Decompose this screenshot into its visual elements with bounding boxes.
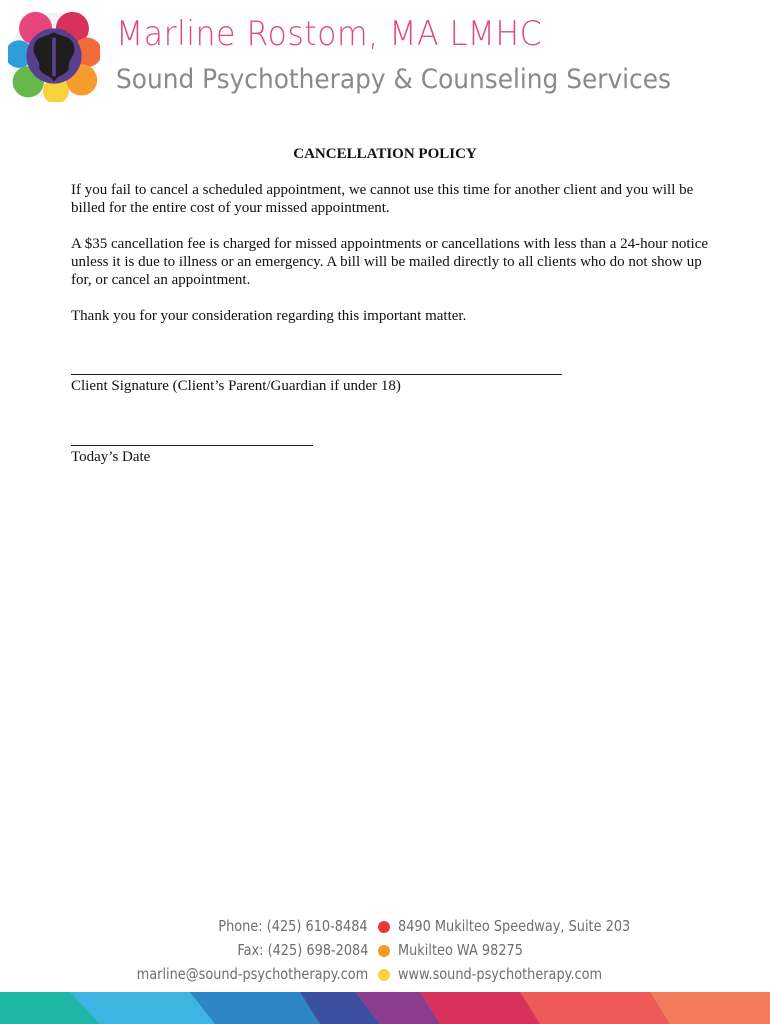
policy-paragraph-3: Thank you for your consideration regarding this important matter. — [71, 308, 467, 324]
page-title: CANCELLATION POLICY — [293, 146, 477, 162]
date-line[interactable] — [71, 445, 313, 446]
footer-email[interactable]: marline@sound-psychotherapy.com — [136, 965, 368, 983]
signature-line[interactable] — [71, 374, 562, 375]
practice-name: Sound Psychotherapy & Counseling Services — [116, 64, 671, 95]
policy-paragraph-1: If you fail to cancel a scheduled appointment, we cannot use this time for another client and you will be billed for the entire cost of your missed appointment. — [71, 182, 694, 216]
orange-dot-icon — [378, 945, 390, 957]
date-label: Today’s Date — [71, 449, 151, 465]
signature-label: Client Signature (Client’s Parent/Guardian if under 18) — [71, 378, 401, 394]
footer-phone: Phone: (425) 610-8484 — [218, 917, 368, 935]
yellow-dot-icon — [378, 969, 390, 981]
footer-color-band — [0, 992, 770, 1024]
footer-fax: Fax: (425) 698-2084 — [236, 941, 368, 959]
footer-address-line1: 8490 Mukilteo Speedway, Suite 203 — [398, 917, 631, 935]
footer-website[interactable]: www.sound-psychotherapy.com — [398, 965, 603, 983]
red-dot-icon — [378, 921, 390, 933]
footer-address-line2: Mukilteo WA 98275 — [398, 941, 523, 959]
policy-paragraph-2: A $35 cancellation fee is charged for missed appointments or cancellations with less than a 24-hour notice unless it is due to illness or an emergency. A bill will be mailed directly to all clients who do not show up for, or cancel an appointment. — [71, 236, 709, 288]
logo-icon — [8, 10, 100, 102]
practitioner-name: Marline Rostom, MA LMHC — [116, 14, 543, 54]
